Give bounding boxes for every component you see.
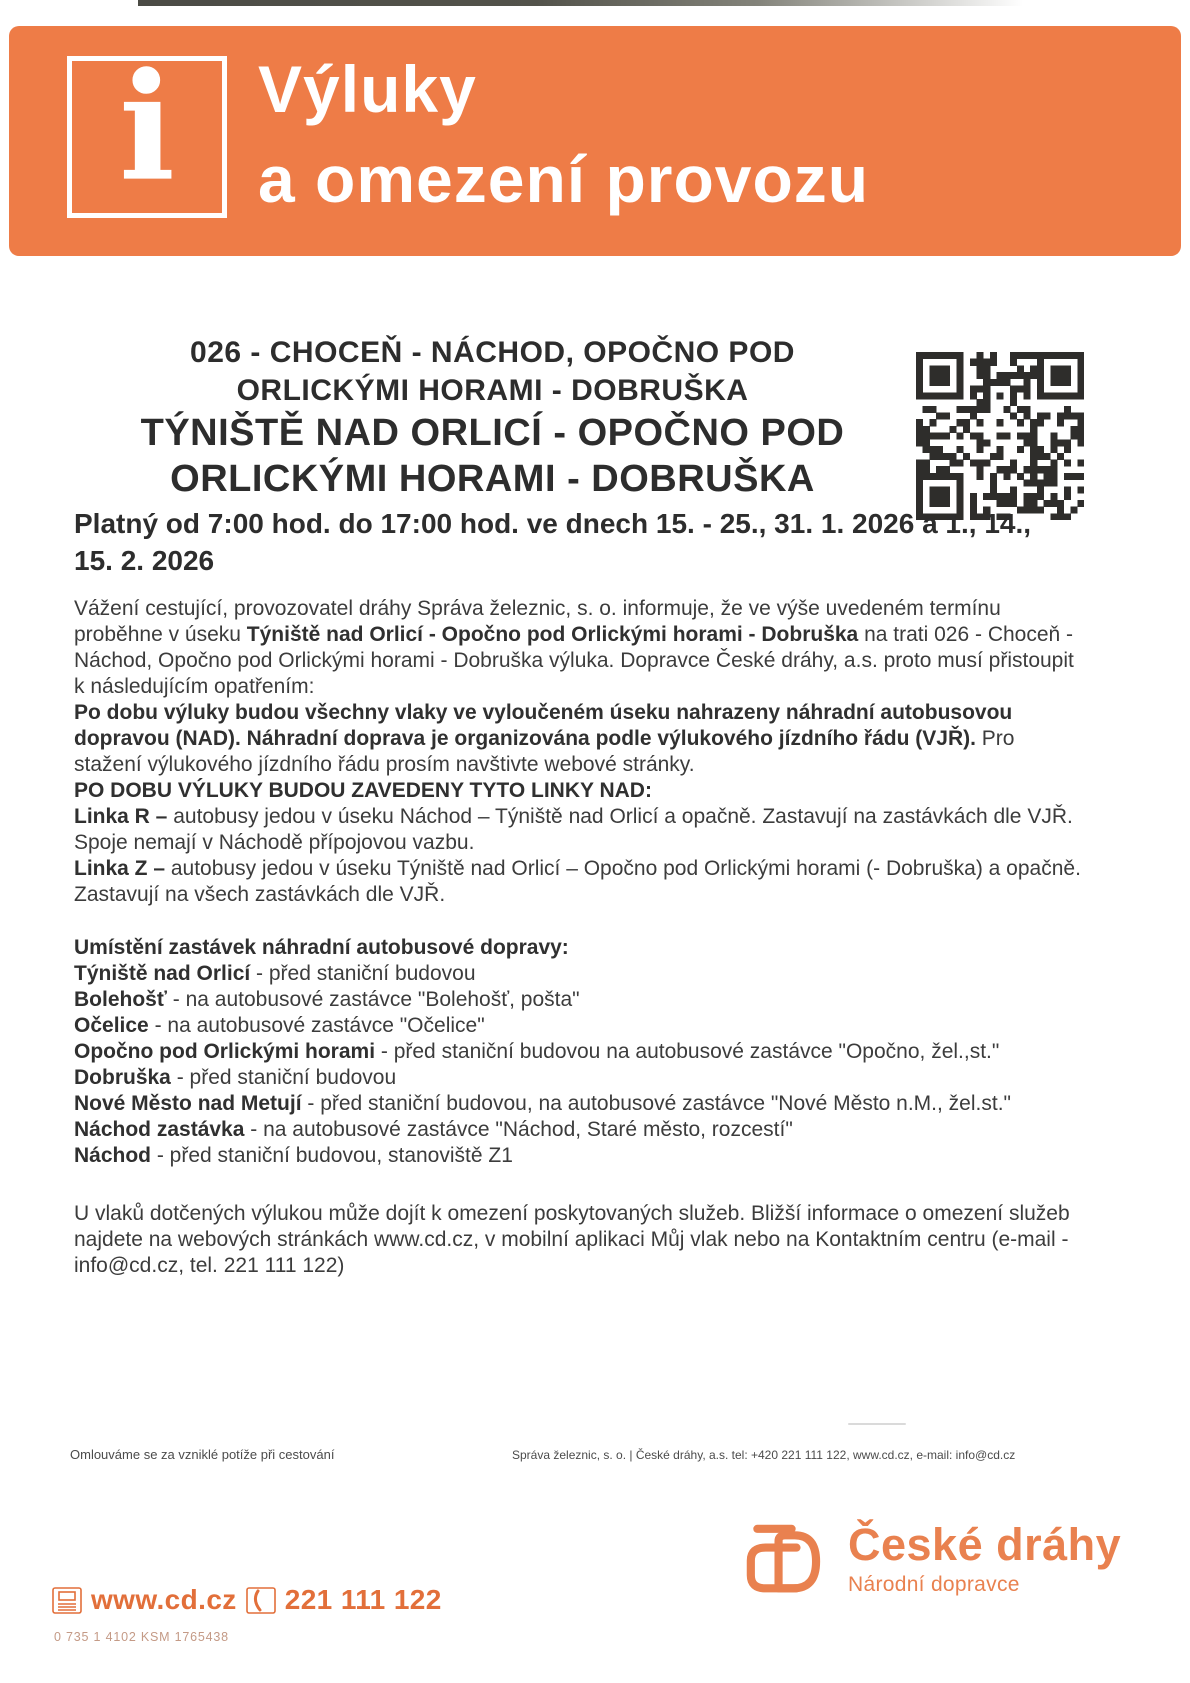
nad-paragraph	[74, 700, 1084, 778]
web-icon	[52, 1587, 82, 1614]
notice-body	[74, 596, 1084, 1279]
line-z-text: autobusy jedou v úseku Týniště nad Orlicí – Opočno pod Orlickými horami (- Dobruška) a opačně. Zastavují na všech zastávkách dle VJŘ.	[74, 857, 1081, 906]
line-item-z	[74, 856, 1084, 908]
line-r-text: autobusy jedou v úseku Náchod – Týniště nad Orlicí a opačně. Zastavují na zastávkách dle VJŘ. Spoje nemají v Náchodě přípojovou vazbu.	[74, 805, 1073, 854]
phone-icon	[246, 1587, 276, 1614]
scan-artifact-top	[138, 0, 1023, 6]
route-section-1: TÝNIŠTĚ NAD ORLICÍ - OPOČNO POD	[140, 412, 845, 454]
print-code: 0 735 1 4102 KSM 1765438	[54, 1630, 229, 1644]
stops-heading: Umístění zastávek náhradní autobusové dopravy:	[74, 936, 569, 959]
qr-code	[916, 352, 1084, 520]
intro-paragraph	[74, 596, 1084, 700]
legal-text: Správa železnic, s. o. | České dráhy, a.s. tel: +420 221 111 122, www.cd.cz, e-mail: info@cd.cz	[512, 1448, 1016, 1462]
line-z-label: Linka Z –	[74, 857, 166, 880]
phone-text: 221 111 122	[284, 1584, 442, 1615]
stop-item: Očelice - na autobusové zastávce "Očelice"	[74, 1014, 485, 1037]
intro-pre: Vážení cestující, provozovatel dráhy Správa železnic, s. o. informuje, že ve výše uvedeném termínu proběhne v úseku	[74, 597, 1001, 646]
banner-title-line2: a omezení provozu	[258, 142, 870, 216]
brand-name: České dráhy	[848, 1519, 1122, 1570]
stop-item: Bolehošť - na autobusové zastávce "Bolehošť, pošta"	[74, 988, 580, 1011]
nad-bold: Po dobu výluky budou všechny vlaky ve vyloučeném úseku nahrazeny náhradní autobusovou dopravou (NAD). Náhradní doprava je organizována podle výlukového jízdního řádu (VJŘ).	[74, 701, 1013, 750]
nad-lines-heading: PO DOBU VÝLUKY BUDOU ZAVEDENY TYTO LINKY NAD:	[74, 779, 652, 802]
nad-lines-block	[74, 778, 1084, 908]
info-icon	[67, 56, 227, 218]
apology-text: Omlouváme se za vzniklé potíže při cestování	[70, 1447, 335, 1462]
header-banner	[9, 26, 1181, 256]
stop-item: Týniště nad Orlicí - před staniční budovou	[74, 962, 476, 985]
route-line-number: 026 - CHOCEŇ - NÁCHOD, OPOČNO POD	[190, 336, 795, 369]
brand-tagline: Národní dopravce	[848, 1573, 1020, 1596]
route-section-2: ORLICKÝMI HORAMI - DOBRUŠKA	[170, 458, 815, 500]
route-line-number-2: ORLICKÝMI HORAMI - DOBRUŠKA	[236, 374, 749, 407]
stop-item: Dobruška - před staniční budovou	[74, 1066, 397, 1089]
nad-rest: Pro stažení výlukového jízdního řádu prosím navštivte webové stránky.	[74, 727, 1015, 776]
intro-post: na trati 026 - Choceň - Náchod, Opočno pod Orlickými horami - Dobruška výluka. Dopravce České dráhy, a.s. proto musí přistoupit k následujícím opatřením:	[74, 623, 1074, 698]
ceske-drahy-logo-icon	[728, 1520, 834, 1598]
banner-title-line1: Výluky	[258, 52, 477, 126]
website-text: www.cd.cz	[91, 1584, 237, 1615]
brand-block	[728, 1520, 1121, 1598]
stop-item: Náchod - před staniční budovou, stanoviště Z1	[74, 1144, 513, 1167]
line-item-r	[74, 804, 1084, 856]
info-icon-glyph: i	[118, 56, 176, 214]
contact-row	[52, 1584, 442, 1616]
stop-item: Náchod zastávka - na autobusové zastávce "Náchod, Staré město, rozcestí"	[74, 1118, 793, 1141]
stop-item: Opočno pod Orlickými horami - před staniční budovou na autobusové zastávce "Opočno, žel.,st."	[74, 1040, 1000, 1063]
intro-route-bold: Týniště nad Orlicí - Opočno pod Orlickými horami - Dobruška	[246, 623, 859, 646]
brand-text	[848, 1520, 1121, 1597]
fold-line-artifact	[848, 1423, 906, 1425]
banner-title	[258, 44, 869, 224]
validity-text: Platný od 7:00 hod. do 17:00 hod. ve dnech 15. - 25., 31. 1. 2026 a 1., 14., 15. 2. 2026	[74, 508, 1032, 576]
stops-block	[74, 935, 1084, 1169]
stop-item: Nové Město nad Metují - před staniční budovou, na autobusové zastávce "Nové Město n.M., žel.st."	[74, 1092, 1011, 1115]
route-title-block	[70, 334, 915, 502]
line-r-label: Linka R –	[74, 805, 168, 828]
outro-paragraph: U vlaků dotčených výlukou může dojít k omezení poskytovaných služeb. Bližší informace o omezení služeb najdete na webových stránkách www.cd.cz, v mobilní aplikaci Můj vlak nebo na Kontaktním centru (e-mail - info@cd.cz, tel. 221 111 122)	[74, 1202, 1070, 1277]
